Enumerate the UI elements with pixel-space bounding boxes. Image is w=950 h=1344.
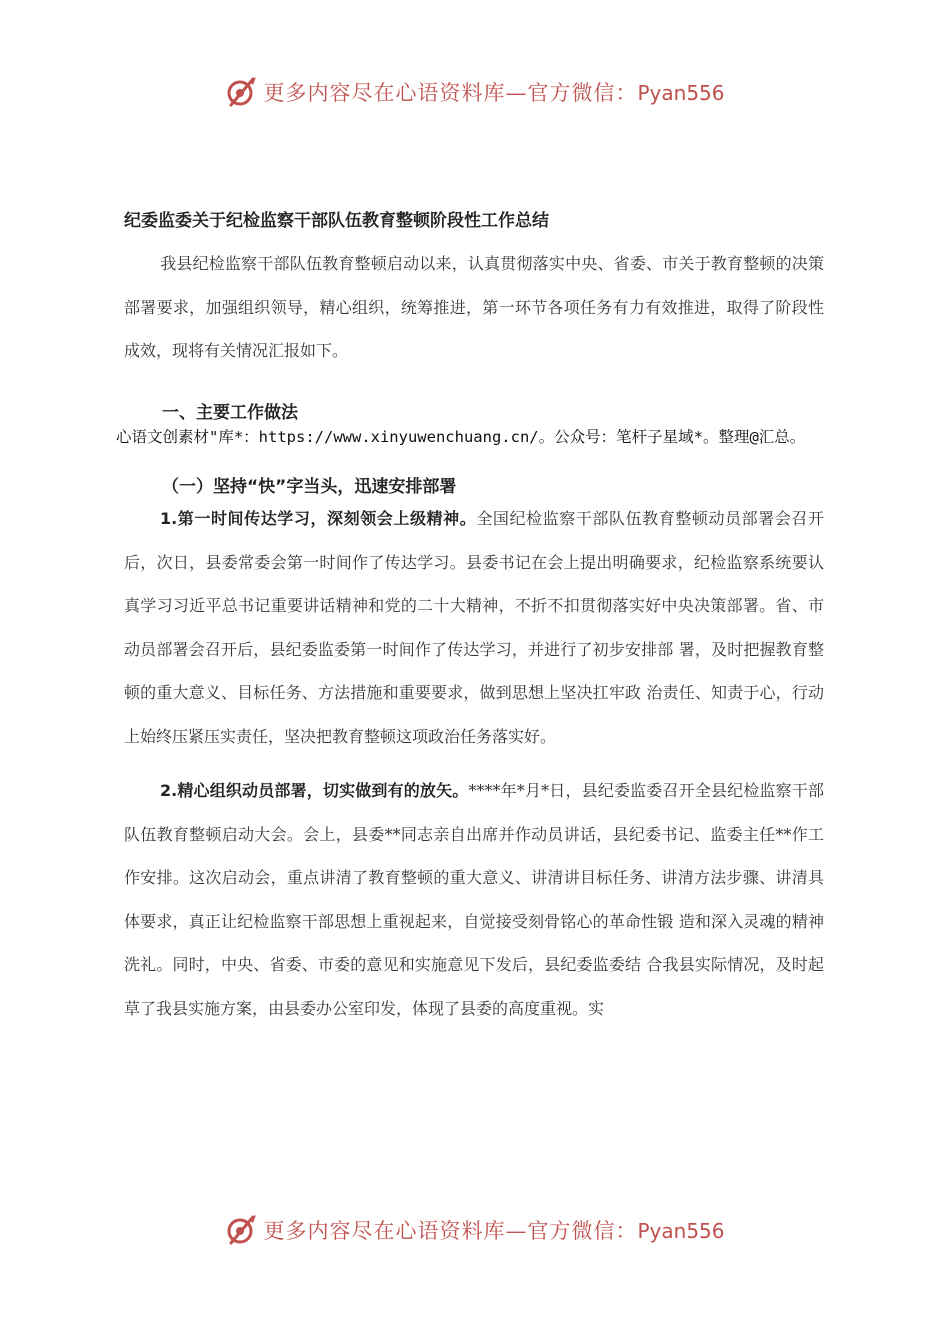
website-note: 心语文创素材"库*：https://www.xinyuwenchuang.cn/。公众号：笔杆子星域*。整理@汇总。 [116, 428, 806, 446]
banner-text: 更多内容尽在心语资料库—官方微信：Pyan556 [263, 1219, 725, 1243]
item2-lead: 2.精心组织动员部署，切实做到有的放矢。 [160, 781, 469, 800]
subsection-heading: （一）坚持“快”字当头，迅速安排部署 [162, 477, 457, 497]
section-heading: 一、主要工作做法 [162, 403, 298, 423]
banner-text: 更多内容尽在心语资料库—官方微信：Pyan556 [263, 81, 725, 105]
wechat-id: Pyan556 [637, 81, 725, 105]
item1-lead: 1.第一时间传达学习，深刻领会上级精神。 [160, 509, 477, 528]
footer-banner [0, 1210, 950, 1250]
brush-logo-icon [225, 75, 259, 109]
brush-logo-icon [225, 1213, 259, 1247]
wechat-id: Pyan556 [637, 1219, 725, 1243]
item1-paragraph: 1.第一时间传达学习，深刻领会上级精神。全国纪检监察干部队伍教育整顿动员部署会召开后，次日，县委常委会第一时间作了传达学习。县委书记在会上提出明确要求，纪检监察系统要认真学习习近平总书记重要讲话精神和党的二十大精神，不折不扣贯彻落实好中央决策部署。省、市动员部署会召开后，县纪委监委第一时间作了传达学习，并进行了初步安排部 署，及时把握教育整顿的重大意义、目标任务、方法措施和重要要求，做到思想上坚决扛牢政 治责任、知责于心，行动上始终压紧压实责任，坚决把教育整顿这项政治任务落实好。 [124, 509, 824, 746]
item2-paragraph: 2.精心组织动员部署，切实做到有的放矢。****年*月*日，县纪委监委召开全县纪检监察干部队伍教育整顿启动大会。会上，县委**同志亲自出席并作动员讲话，县纪委书记、监委主任**作工作安排。这次启动会，重点讲清了教育整顿的重大意义、讲清讲目标任务、讲清方法步骤、讲清具体要求，真正让纪检监察干部思想上重视起来，自觉接受刻骨铭心的革命性锻 造和深入灵魂的精神洗礼。同时，中央、省委、市委的意见和实施意见下发后，县纪委监委结 合我县实际情况，及时起草了我县实施方案，由县委办公室印发，体现了县委的高度重视。实 [124, 781, 824, 1018]
document-title: 纪委监委关于纪检监察干部队伍教育整顿阶段性工作总结 [124, 211, 549, 231]
header-banner [0, 72, 950, 112]
intro-paragraph: 我县纪检监察干部队伍教育整顿启动以来，认真贯彻落实中央、省委、市关于教育整顿的决策部署要求，加强组织领导，精心组织，统筹推进，第一环节各项任务有力有效推进，取得了阶段性成效，现将有关情况汇报如下。 [124, 254, 824, 360]
